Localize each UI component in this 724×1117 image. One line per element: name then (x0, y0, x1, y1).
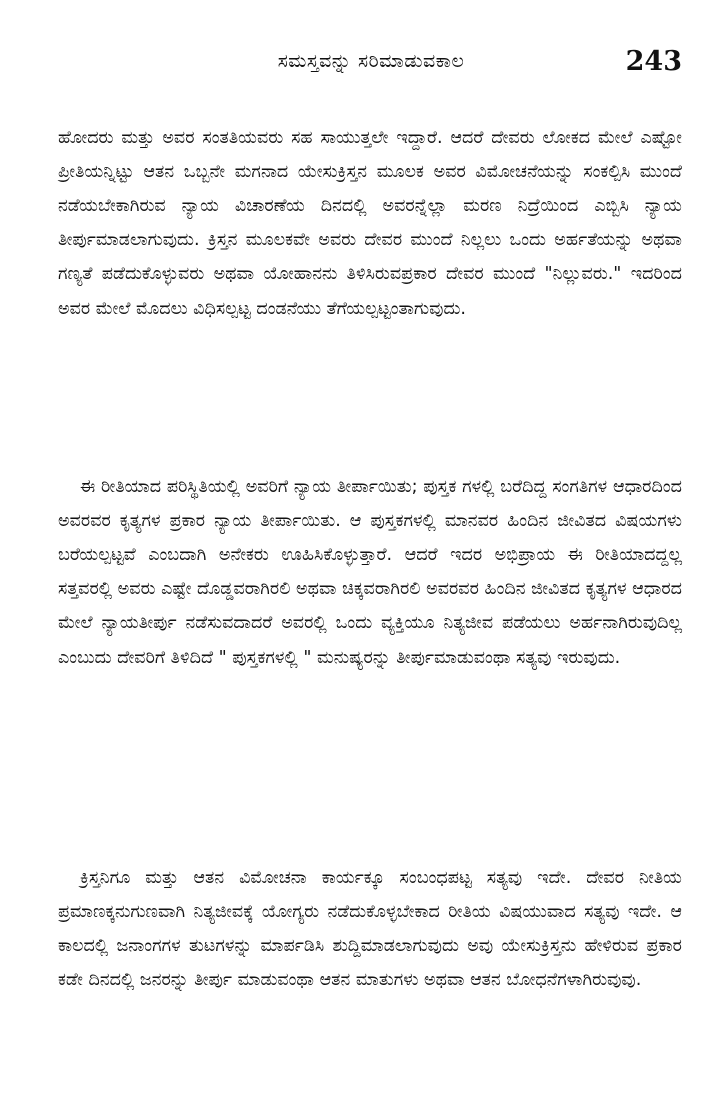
running-header (60, 46, 682, 86)
page-number: 243 (625, 46, 682, 77)
paragraph-2: ಈ ರೀತಿಯಾದ ಪರಿಸ್ಥಿತಿಯಲ್ಲಿ ಅವರಿಗೆ ನ್ಯಾಯ ತೀರ್ಪಾಯಿತು; ಪುಸ್ತಕ ಗಳಲ್ಲಿ ಬರೆದಿದ್ದ ಸಂಗತಿಗಳ ಆಧಾರದಿಂದ ಅವರವರ ಕೃತ್ಯಗಳ ಪ್ರಕಾರ ನ್ಯಾಯ ತೀರ್ಪಾಯಿತು. ಆ ಪುಸ್ತಕಗಳಲ್ಲಿ ಮಾನವರ ಹಿಂದಿನ ಜೀವಿತದ ವಿಷಯಗಳು ಬರೆಯಲ್ಪಟ್ಟವೆ ಎಂಬದಾಗಿ ಅನೇಕರು ಊಹಿಸಿಕೊಳ್ಳುತ್ತಾರೆ. ಆದರೆ ಇದರ ಅಭಿಪ್ರಾಯ ಈ ರೀತಿಯಾದದ್ದಲ್ಲ ಸತ್ತವರಲ್ಲಿ ಅವರು ಎಷ್ಟೇ ದೊಡ್ಡವರಾಗಿರಲಿ ಅಥವಾ ಚಿಕ್ಕವರಾಗಿರಲಿ ಅವರವರ ಹಿಂದಿನ ಜೀವಿತದ ಕೃತ್ಯಗಳ ಆಧಾರದ ಮೇಲೆ ನ್ಯಾಯತೀರ್ಪು ನಡೆಸುವದಾದರೆ ಅವರಲ್ಲಿ ಒಂದು ವ್ಯಕ್ತಿಯೂ ನಿತ್ಯಜೀವ ಪಡೆಯಲು ಅರ್ಹನಾಗಿರುವುದಿಲ್ಲ ಎಂಬುದು ದೇವರಿಗೆ ತಿಳಿದಿದೆ " ಪುಸ್ತಕಗಳಲ್ಲಿ " ಮನುಷ್ಯರನ್ನು ತೀರ್ಪುಮಾಡುವಂಥಾ ಸತ್ಯವು ಇರುವುದು. (58, 476, 682, 668)
paragraph-1: ಹೋದರು ಮತ್ತು ಅವರ ಸಂತತಿಯವರು ಸಹ ಸಾಯುತ್ತಲೇ ಇದ್ದಾರೆ. ಆದರೆ ದೇವರು ಲೋಕದ ಮೇಲೆ ಎಷ್ಟೋ ಪ್ರೀತಿಯನ್ನಿಟ್ಟು ಆತನ ಒಬ್ಬನೇ ಮಗನಾದ ಯೇಸುಕ್ರಿಸ್ತನ ಮೂಲಕ ಅವರ ವಿಮೋಚನೆಯನ್ನು ಸಂಕಲ್ಪಿಸಿ ಮುಂದೆ ನಡೆಯಬೇಕಾಗಿರುವ ನ್ಯಾಯ ವಿಚಾರಣೆಯ ದಿನದಲ್ಲಿ ಅವರನ್ನೆಲ್ಲಾ ಮರಣ ನಿದ್ರೆಯಿಂದ ಎಬ್ಬಿಸಿ ನ್ಯಾಯ ತೀರ್ಪುಮಾಡಲಾಗುವುದು. ಕ್ರಿಸ್ತನ ಮೂಲಕವೇ ಅವರು ದೇವರ ಮುಂದೆ ನಿಲ್ಲಲು ಒಂದು ಅರ್ಹತೆಯನ್ನು ಅಥವಾ ಗಣ್ಯತೆ ಪಡೆದುಕೊಳ್ಳುವರು ಅಥವಾ ಯೋಹಾನನು ತಿಳಿಸಿರುವಪ್ರಕಾರ ದೇವರ ಮುಂದೆ "ನಿಲ್ಲುವರು." ಇದರಿಂದ ಅವರ ಮೇಲೆ ಮೊದಲು ವಿಧಿಸಲ್ಪಟ್ಟ ದಂಡನೆಯು ತೆಗೆಯಲ್ಪಟ್ಟಂತಾಗುವುದು. (58, 127, 682, 319)
paragraph-3: ಕ್ರಿಸ್ತನಿಗೂ ಮತ್ತು ಆತನ ವಿಮೋಚನಾ ಕಾರ್ಯಕ್ಕೂ ಸಂಬಂಧಪಟ್ಟ ಸತ್ಯವು ಇದೇ. ದೇವರ ನೀತಿಯ ಪ್ರಮಾಣಕ್ಕನುಗುಣವಾಗಿ ನಿತ್ಯಜೀವಕ್ಕೆ ಯೋಗ್ಯರು ನಡೆದುಕೊಳ್ಳಬೇಕಾದ ರೀತಿಯ ವಿಷಯುವಾದ ಸತ್ಯವು ಇದೇ. ಆ ಕಾಲದಲ್ಲಿ ಜನಾಂಗಗಳ ತುಟಗಳನ್ನು ಮಾರ್ಪಡಿಸಿ ಶುದ್ದಿಮಾಡಲಾಗುವುದು ಅವು ಯೇಸುಕ್ರಿಸ್ತನು ಹೇಳಿರುವ ಪ್ರಕಾರ ಕಡೇ ದಿನದಲ್ಲಿ ಜನರನ್ನು ತೀರ್ಪು ಮಾಡುವಂಥಾ ಆತನ ಮಾತುಗಳು ಅಥವಾ ಆತನ ಬೋಧನೆಗಳಾಗಿರುವುವು. (58, 867, 682, 991)
running-title: ಸಮಸ್ತವನ್ನು ಸರಿಮಾಡುವಕಾಲ (277, 50, 465, 72)
